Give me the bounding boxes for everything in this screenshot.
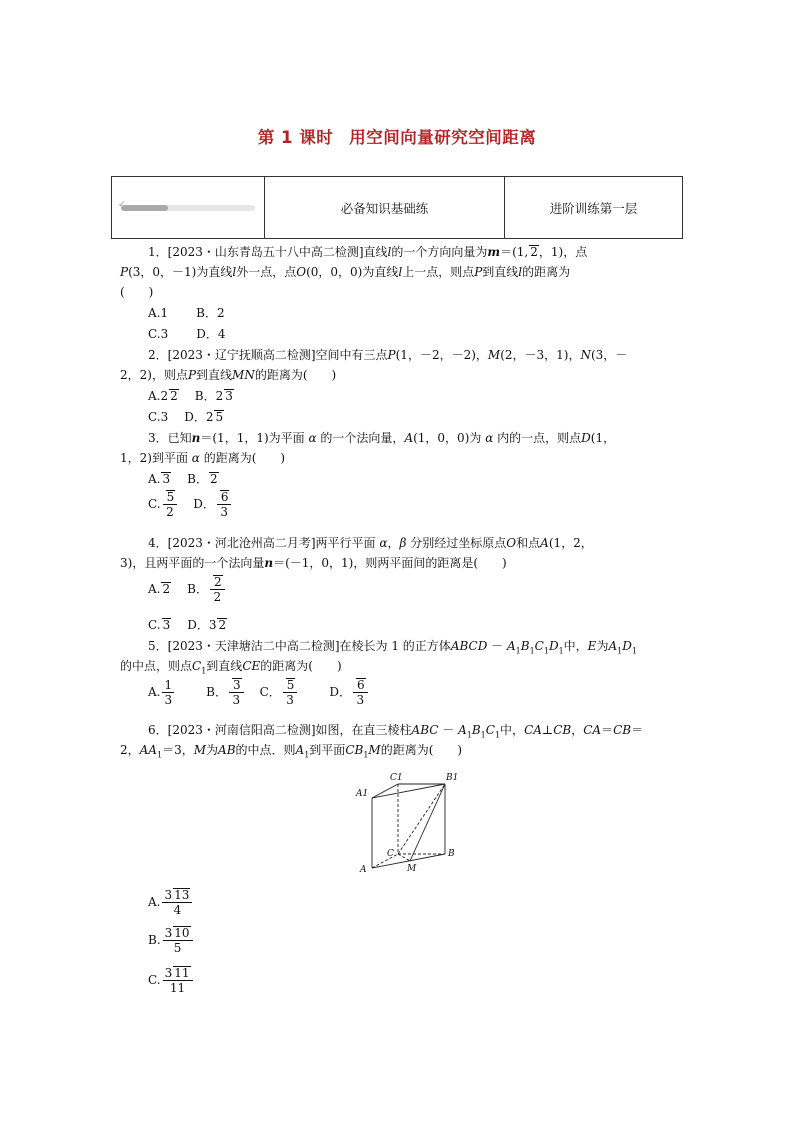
- q3-line2: 1，2)到平面 α 的距离为( ): [120, 451, 286, 465]
- q6-option-a: A. $\frac{3 13}{4}$: [148, 888, 194, 917]
- q1-line2: P(3，0，－1)为直线l外一点，点O(0，0，0)为直线l上一点，则点P到直线l的距离为: [120, 265, 571, 279]
- page-title: 第 1 课时 用空间向量研究空间距离: [257, 128, 537, 147]
- label-a: A: [360, 865, 367, 873]
- progress-fill: [121, 205, 168, 211]
- label-b: B: [448, 849, 455, 859]
- q3-line1: 3．已知n＝(1，1，1)为平面 α 的一个法向量，A(1，0，0)为 α 内的一点，则点D(1，: [148, 431, 616, 445]
- q5-line2: 的中点，则点$C_1$到直线CE的距离为( ): [120, 659, 342, 676]
- q6-line2: 2，$AA_1=3$，M为AB的中点．则$A_1$到平面$CB_1M$的距离为( ): [120, 743, 463, 760]
- q4-options-cd: C. 3 D．3 2: [148, 618, 227, 632]
- q5-options: A. $\frac{1}{3}$ B． $\frac{3}{3}$ C． $\frac{5}{3}$ D． $\frac{6}{3}$: [148, 678, 370, 707]
- q1-options-cd: C.3 D．4: [148, 327, 226, 341]
- q2-line2: 2，2)，则点P到直线MN的距离为( ): [120, 368, 337, 382]
- label-b1: B1: [446, 773, 459, 783]
- q1-line1: 1．[2023・山东青岛五十八中高二检测]直线l的一个方向向量为m＝(1, 2，1)，点: [148, 245, 588, 259]
- q3-options-ab: A. 3 B． 2: [148, 472, 218, 486]
- q4-line1: 4．[2023・河北沧州高二月考]两平行平面 α，β 分别经过坐标原点O和点A(1，2，: [148, 536, 593, 550]
- label-c: C: [387, 849, 394, 859]
- q5-line1: 5．[2023・天津塘沽二中高二检测]在棱长为 1 的正方体ABCD － $A_1B_1C_1D_1$中，E为$A_1D_1$: [148, 639, 637, 656]
- q2-line1: 2．[2023・辽宁抚顺高二检测]空间中有三点P(1，－2，－2)，M(2，－3，1)，N(3，－: [148, 348, 628, 362]
- q4-line2: 3)，且两平面的一个法向量n＝(－1，0，1)，则两平面间的距离是( ): [120, 556, 507, 570]
- segment-b1m: [410, 784, 445, 861]
- label-a1: A1: [356, 789, 369, 799]
- segment-cm-hidden: [398, 854, 410, 861]
- q4-options-ab: A. 2 B． $\frac{2}{2}$: [148, 575, 227, 604]
- q1-options-ab: A.1 B．2: [148, 306, 225, 320]
- segment-cb1-hidden: [398, 784, 445, 854]
- progress-bar: [118, 199, 255, 211]
- label-m: M: [407, 864, 417, 873]
- q6-line1: 6．[2023・河南信阳高二检测]如图，在直三棱柱ABC － $A_1B_1C_1$中，CA⊥CB，CA＝CB＝: [148, 723, 644, 740]
- q6-option-b: B. $\frac{3 10}{5}$: [148, 926, 195, 955]
- q2-options-ab: A.2 2 B．2 3: [148, 389, 233, 403]
- prism-figure: [350, 768, 460, 873]
- q6-option-c: C. $\frac{3 11}{11}$: [148, 966, 195, 995]
- progress-cell: [112, 177, 265, 239]
- q3-options-cd: C. $\frac{5}{2}$ D． $\frac{6}{3}$: [148, 490, 233, 519]
- q1-line3: ( ): [120, 285, 154, 299]
- q2-options-cd: C.3 D．2 5: [148, 410, 224, 424]
- section-basic-label: 必备知识基础练: [265, 177, 505, 239]
- label-c1: C1: [390, 773, 403, 783]
- section-header-table: [111, 176, 683, 239]
- section-advanced-label: 进阶训练第一层: [505, 177, 683, 239]
- edge-a1b1: [372, 784, 445, 798]
- check-icon: ✓: [118, 199, 126, 210]
